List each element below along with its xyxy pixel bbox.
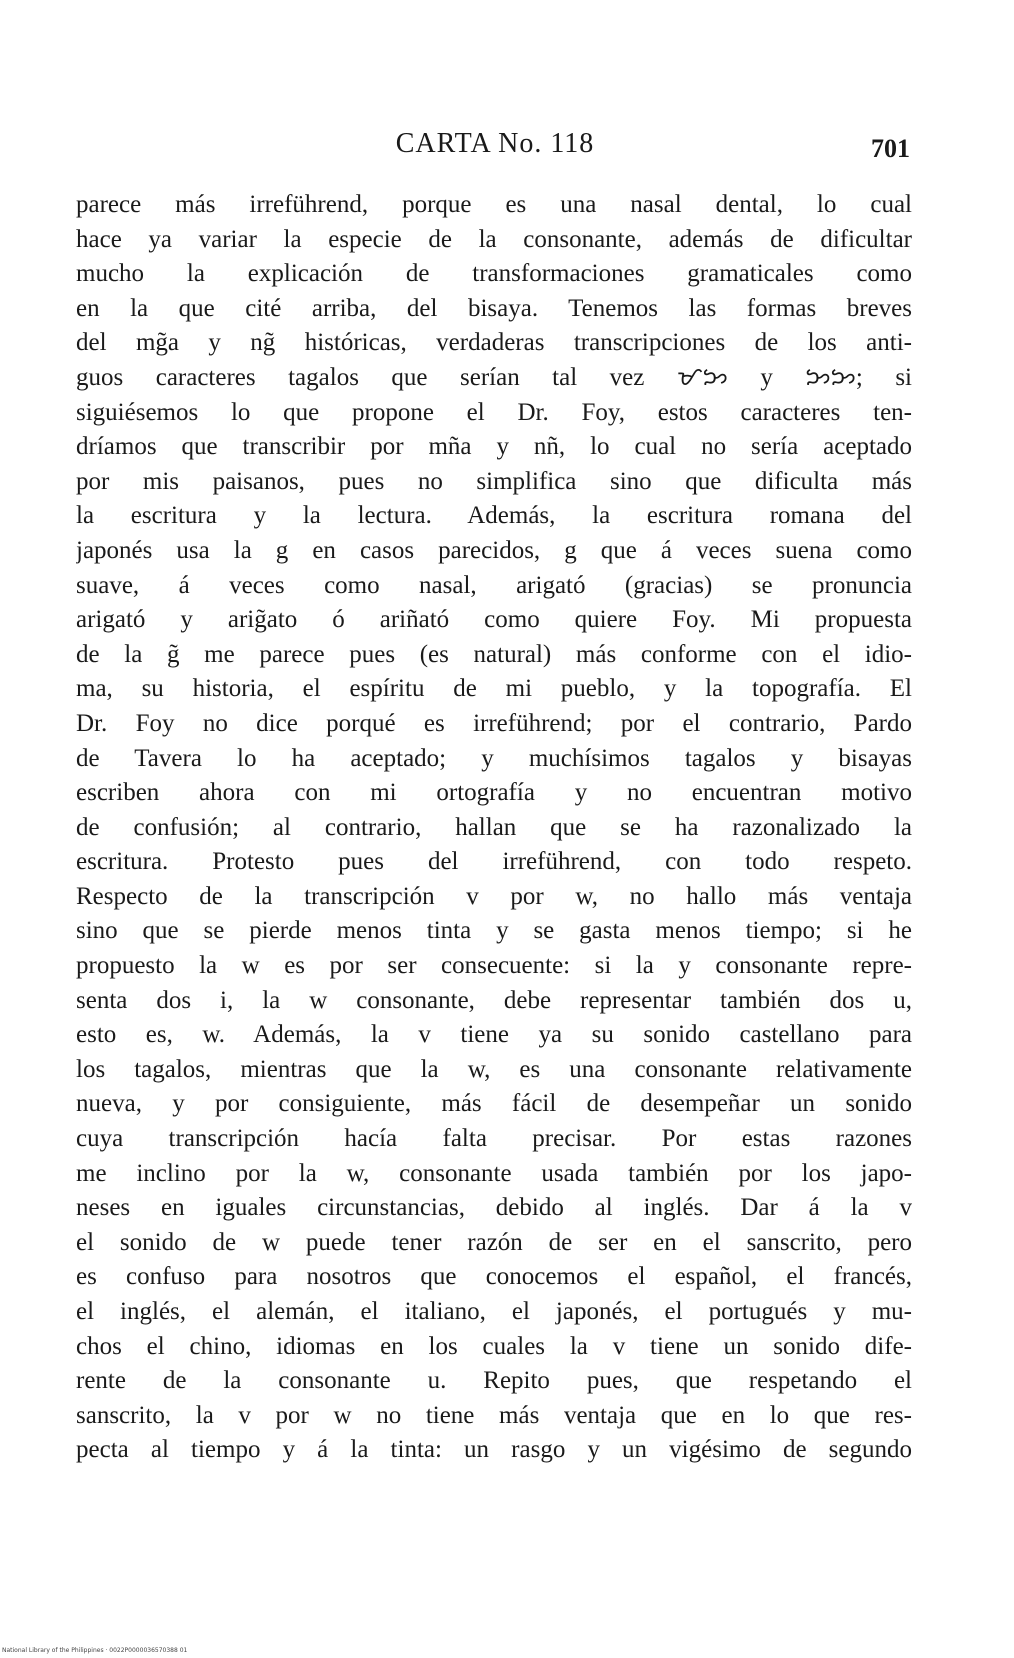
text-line: de la g̃ me parece pues (es natural) más conforme con el idio- [76,640,912,668]
text-line: senta dos i, la w consonante, debe representar también dos u, [76,986,912,1014]
text-line: propuesto la w es por ser consecuente: si la y consonante repre- [76,952,912,980]
text-line: rente de la consonante u. Repito pues, que respetando el [76,1367,912,1395]
archive-footer-note: National Library of the Philippines · 0022P0000036570388 01 [2,1647,188,1654]
text-line: sanscrito, la v por w no tiene más ventaja que en lo que res- [76,1401,912,1429]
text-line: en la que cité arriba, del bisaya. Tenemos las formas breves [76,294,912,322]
text-line: los tagalos, mientras que la w, es una consonante relativamente [76,1055,912,1083]
text-line: ma, su historia, el espíritu de mi pueblo, y la topografía. El [76,675,912,703]
text-line: es confuso para nosotros que conocemos el español, el francés, [76,1263,912,1291]
running-title: CARTA No. 118 [395,128,595,159]
text-line: esto es, w. Además, la v tiene ya su sonido castellano para [76,1021,912,1049]
text-line: arigató y arig̃ato ó ariñató como quiere Foy. Mi propuesta [76,606,912,634]
text-line: Respecto de la transcripción v por w, no hallo más ventaja [76,882,912,910]
text-line: guos caracteres tagalos que serían tal vez ᜋᜅ y ᜅᜅ; si [76,363,912,391]
text-line: por mis paisanos, pues no simplifica sino que dificulta más [76,467,912,495]
text-line: de confusión; al contrario, hallan que se ha razonalizado la [76,813,912,841]
text-line: parece más irreführend, porque es una nasal dental, lo cual [76,191,912,218]
text-line: me inclino por la w, consonante usada también por los japo- [76,1159,912,1187]
text-line: escriben ahora con mi ortografía y no encuentran motivo [76,779,912,807]
text-line: cuya transcripción hacía falta precisar. Por estas razones [76,1125,912,1153]
text-line: siguiésemos lo que propone el Dr. Foy, estos caracteres ten- [76,398,912,426]
text-line: neses en iguales circunstancias, debido al inglés. Dar á la v [76,1194,912,1222]
text-line: mucho la explicación de transformaciones gramaticales como [76,260,912,288]
text-line: el sonido de w puede tener razón de ser en el sanscrito, pero [76,1228,912,1256]
text-line: de Tavera lo ha aceptado; y muchísimos tagalos y bisayas [76,744,912,772]
text-line: hace ya variar la especie de la consonante, además de dificultar [76,225,912,253]
page-header [80,128,910,168]
text-line: pecta al tiempo y á la tinta: un rasgo y un vigésimo de segundo [76,1436,912,1464]
body-text [76,188,912,1468]
page-number: 701 [871,134,910,163]
text-line: del mg̃a y ng̃ históricas, verdaderas transcripciones de los anti- [76,329,912,357]
text-line: chos el chino, idiomas en los cuales la v tiene un sonido dife- [76,1332,912,1360]
text-line: nueva, y por consiguiente, más fácil de desempeñar un sonido [76,1090,912,1118]
text-line: japonés usa la g en casos parecidos, g que á veces suena como [76,536,912,564]
text-line: suave, á veces como nasal, arigató (gracias) se pronuncia [76,571,912,599]
text-line: Dr. Foy no dice porqué es irreführend; por el contrario, Pardo [76,709,912,737]
text-line: sino que se pierde menos tinta y se gasta menos tiempo; si he [76,917,912,945]
text-line: dríamos que transcribir por mña y nñ, lo cual no sería aceptado [76,433,912,461]
text-line: el inglés, el alemán, el italiano, el japonés, el portugués y mu- [76,1298,912,1325]
text-line: la escritura y la lectura. Además, la escritura romana del [76,502,912,530]
text-line: escritura. Protesto pues del irreführend, con todo respeto. [76,848,912,876]
